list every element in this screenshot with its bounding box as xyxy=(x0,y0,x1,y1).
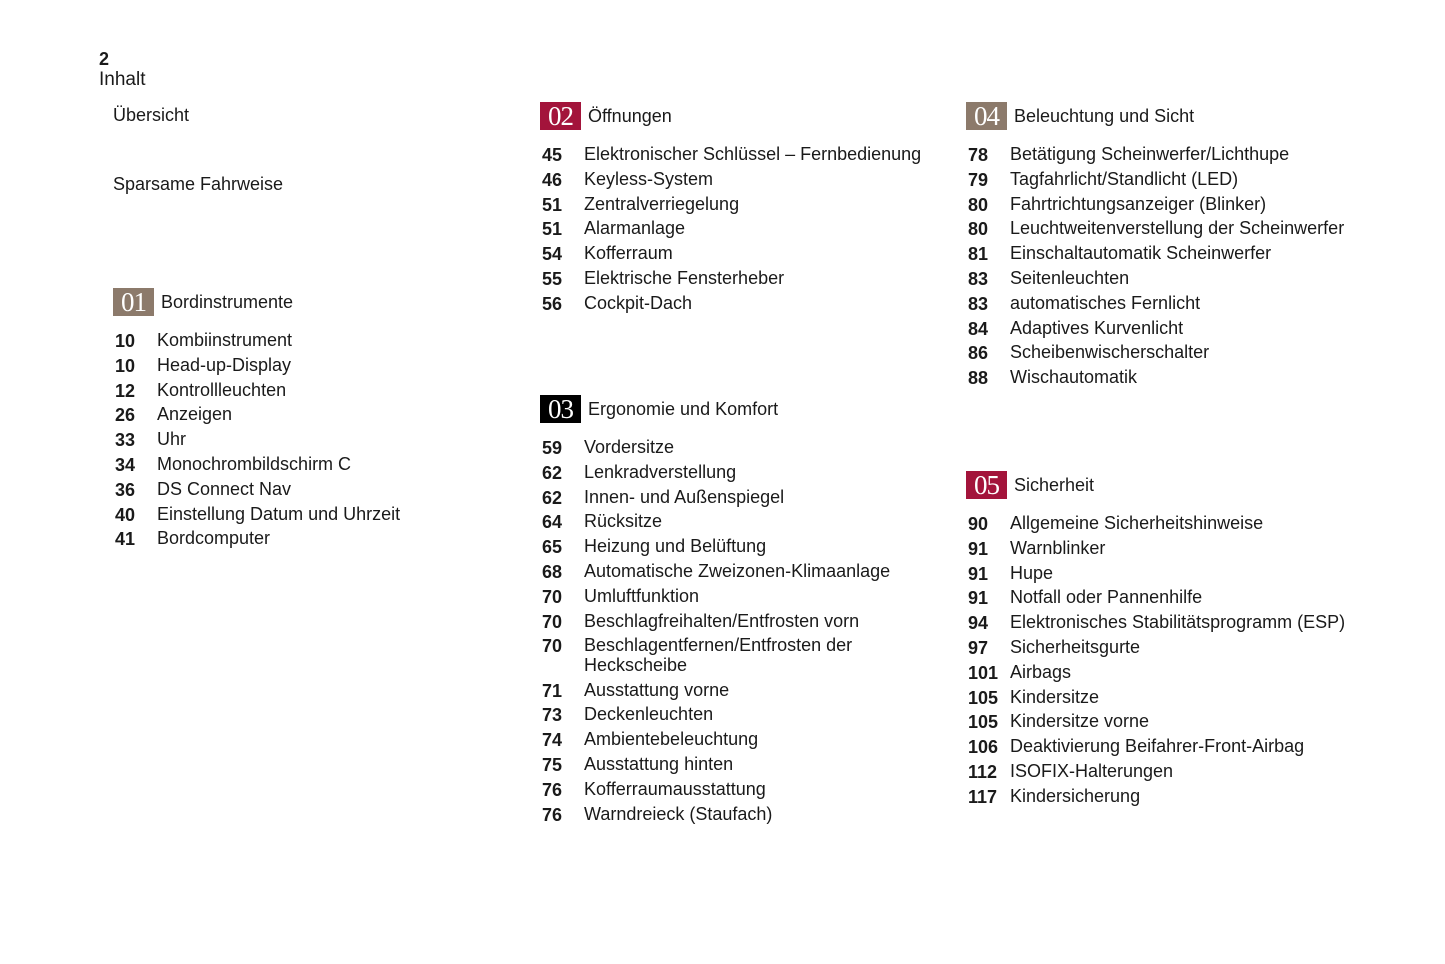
toc-entry[interactable] xyxy=(968,711,1345,732)
toc-entry-text: Kofferraumausstattung xyxy=(584,778,766,799)
toc-entry[interactable] xyxy=(542,194,921,215)
toc-entry[interactable] xyxy=(968,218,1344,239)
toc-entry[interactable] xyxy=(542,611,890,632)
toc-entry-page: 73 xyxy=(542,705,563,726)
toc-entry-text: Rücksitze xyxy=(584,511,663,532)
toc-entry[interactable] xyxy=(968,761,1345,782)
toc-entry-text: Allgemeine Sicherheitshinweise xyxy=(1010,513,1264,533)
toc-entry-page: 33 xyxy=(115,430,136,451)
toc-entry[interactable] xyxy=(542,635,890,675)
toc-link-sparsame-fahrweise[interactable]: Sparsame Fahrweise xyxy=(113,174,284,194)
toc-entry-page: 26 xyxy=(115,405,136,426)
toc-entry[interactable] xyxy=(542,144,921,165)
toc-entry-text: Kindersitze xyxy=(1010,686,1100,707)
toc-entry-page: 90 xyxy=(968,514,989,534)
toc-entry-page: 117 xyxy=(968,786,998,807)
toc-entry-page: 75 xyxy=(542,755,563,776)
toc-entry-page: 105 xyxy=(968,712,999,733)
toc-entry[interactable] xyxy=(542,268,921,289)
toc-entry-text: Elektrische Fensterheber xyxy=(584,267,785,288)
toc-link-uebersicht[interactable]: Übersicht xyxy=(113,105,190,125)
toc-entry[interactable] xyxy=(542,293,921,314)
toc-entry-list xyxy=(968,513,1345,811)
toc-entry-text: Kindersicherung xyxy=(1010,785,1141,806)
toc-entry-text: Anzeigen xyxy=(157,404,233,425)
toc-entry[interactable] xyxy=(968,637,1345,658)
toc-entry-text: Alarmanlage xyxy=(584,218,686,239)
toc-entry-page: 62 xyxy=(542,462,563,483)
toc-entry-text: automatisches Fernlicht xyxy=(1010,292,1201,313)
toc-entry-text: Wischautomatik xyxy=(1010,367,1138,388)
toc-entry-page: 101 xyxy=(968,662,999,683)
chapter-badge: 04 xyxy=(966,102,1007,130)
toc-entry-page: 45 xyxy=(542,145,563,165)
toc-entry[interactable] xyxy=(968,367,1344,388)
toc-entry-text: Cockpit-Dach xyxy=(584,292,693,313)
toc-entry-page: 105 xyxy=(968,687,999,708)
toc-entry-text: Ausstattung vorne xyxy=(584,679,730,700)
toc-entry-text: Beschlagentfernen/Entfrosten der Heckscheibe xyxy=(584,635,853,675)
toc-entry-page: 51 xyxy=(542,219,563,240)
chapter-badge: 05 xyxy=(966,471,1007,499)
toc-entry-page: 70 xyxy=(542,586,563,607)
toc-entry-text: Notfall oder Pannenhilfe xyxy=(1010,587,1203,608)
toc-entry-text: Betätigung Scheinwerfer/Lichthupe xyxy=(1010,144,1290,164)
toc-entry-page: 51 xyxy=(542,194,563,215)
toc-entry-text: Monochrombildschirm C xyxy=(157,453,352,474)
toc-entry-text: Sicherheitsgurte xyxy=(1010,636,1141,657)
toc-entry-text: Beschlagfreihalten/Entfrosten vorn xyxy=(584,610,860,631)
toc-entry-page: 83 xyxy=(968,268,989,289)
toc-entry-page: 59 xyxy=(542,438,563,458)
toc-entry-text: Automatische Zweizonen-Klimaanlage xyxy=(584,560,891,581)
toc-entry-text: Elektronisches Stabilitätsprogramm (ESP) xyxy=(1010,612,1346,633)
section-title: Sicherheit xyxy=(1014,475,1095,495)
toc-entry[interactable] xyxy=(968,144,1344,165)
toc-entry-page: 84 xyxy=(968,318,989,339)
toc-entry-text: Einschaltautomatik Scheinwerfer xyxy=(1010,243,1272,264)
toc-entry[interactable] xyxy=(542,680,890,701)
page-title: Inhalt xyxy=(99,69,146,90)
toc-entry-text: Warnblinker xyxy=(1010,537,1106,558)
toc-entry[interactable] xyxy=(968,513,1345,534)
toc-entry[interactable] xyxy=(542,536,890,557)
toc-entry[interactable] xyxy=(968,318,1344,339)
toc-entry-text: Keyless-System xyxy=(584,168,714,189)
toc-entry-page: 97 xyxy=(968,637,989,658)
toc-entry[interactable] xyxy=(115,404,400,425)
toc-entry-page: 34 xyxy=(115,454,136,475)
toc-entry[interactable] xyxy=(542,218,921,239)
toc-entry-page: 68 xyxy=(542,561,563,582)
toc-entry-text: Kontrollleuchten xyxy=(157,379,287,400)
toc-entry-page: 81 xyxy=(968,244,989,265)
toc-entry-text: Heizung und Belüftung xyxy=(584,536,767,557)
toc-entry[interactable] xyxy=(968,293,1344,314)
chapter-badge: 03 xyxy=(540,395,581,423)
toc-entry-text: Uhr xyxy=(157,429,187,450)
section-title: Ergonomie und Komfort xyxy=(588,399,779,419)
toc-entry-text: Ausstattung hinten xyxy=(584,754,734,775)
toc-entry-list xyxy=(542,144,921,318)
toc-entry[interactable] xyxy=(115,355,400,376)
toc-entry-page: 56 xyxy=(542,293,563,314)
toc-entry[interactable] xyxy=(115,330,400,351)
toc-entry-text: Deckenleuchten xyxy=(584,704,714,725)
toc-entry-page: 70 xyxy=(542,611,563,632)
toc-entry[interactable] xyxy=(542,169,921,190)
toc-entry-page: 10 xyxy=(115,331,136,351)
toc-entry[interactable] xyxy=(542,804,890,825)
toc-entry[interactable] xyxy=(115,429,400,450)
toc-entry[interactable] xyxy=(542,729,890,750)
toc-entry-text: Scheibenwischerschalter xyxy=(1010,342,1210,363)
toc-entry-text: Lenkradverstellung xyxy=(584,461,737,482)
toc-entry-page: 10 xyxy=(115,355,136,376)
toc-entry-text: Head-up-Display xyxy=(157,354,292,375)
toc-entry-page: 94 xyxy=(968,613,989,634)
toc-entry-text: Ambientebeleuchtung xyxy=(584,729,759,750)
toc-entry-page: 65 xyxy=(542,537,563,558)
toc-entry-page: 80 xyxy=(968,219,989,240)
toc-entry-page: 64 xyxy=(542,512,563,533)
toc-entry[interactable] xyxy=(115,528,400,549)
toc-entry[interactable] xyxy=(542,511,890,532)
toc-entry-text: Seitenleuchten xyxy=(1010,267,1130,288)
toc-entry[interactable] xyxy=(968,538,1345,559)
toc-entry-page: 36 xyxy=(115,479,136,500)
toc-entry-list xyxy=(542,437,890,828)
toc-entry-page: 54 xyxy=(542,244,563,265)
toc-entry-page: 46 xyxy=(542,169,563,190)
toc-entry-page: 41 xyxy=(115,529,136,550)
toc-entry-text: DS Connect Nav xyxy=(157,478,292,499)
toc-entry-text: Vordersitze xyxy=(584,437,675,457)
toc-entry-text: Tagfahrlicht/Standlicht (LED) xyxy=(1010,168,1239,189)
chapter-badge: 01 xyxy=(113,288,154,316)
toc-entry[interactable] xyxy=(542,704,890,725)
toc-entry-page: 106 xyxy=(968,737,999,758)
toc-entry[interactable] xyxy=(542,586,890,607)
toc-entry[interactable] xyxy=(968,563,1345,584)
toc-entry-list xyxy=(115,330,400,553)
toc-entry-page: 76 xyxy=(542,804,563,825)
toc-entry[interactable] xyxy=(542,561,890,582)
toc-entry[interactable] xyxy=(968,243,1344,264)
toc-entry-text: Innen- und Außenspiegel xyxy=(584,486,785,507)
toc-entry[interactable] xyxy=(968,587,1345,608)
toc-entry-text: Kombiinstrument xyxy=(157,330,293,350)
toc-entry[interactable] xyxy=(968,687,1345,708)
toc-entry[interactable] xyxy=(542,462,890,483)
toc-entry[interactable] xyxy=(542,754,890,775)
toc-entry-text: Leuchtweitenverstellung der Scheinwerfer xyxy=(1010,218,1345,239)
toc-entry[interactable] xyxy=(968,612,1345,633)
toc-entry-text: Hupe xyxy=(1010,562,1054,583)
toc-entry[interactable] xyxy=(542,779,890,800)
toc-entry-page: 91 xyxy=(968,588,989,609)
toc-entry-page: 91 xyxy=(968,538,989,559)
toc-entry-text: Fahrtrichtungsanzeiger (Blinker) xyxy=(1010,193,1267,214)
toc-entry-page: 86 xyxy=(968,343,989,364)
toc-entry-text: Einstellung Datum und Uhrzeit xyxy=(157,503,401,524)
toc-entry-text: Zentralverriegelung xyxy=(584,193,740,214)
toc-entry[interactable] xyxy=(542,243,921,264)
toc-entry-page: 76 xyxy=(542,779,563,800)
toc-entry-text: Bordcomputer xyxy=(157,528,271,549)
toc-entry[interactable] xyxy=(968,662,1345,683)
toc-entry[interactable] xyxy=(968,342,1344,363)
toc-entry-text: Adaptives Kurvenlicht xyxy=(1010,317,1184,338)
toc-entry[interactable] xyxy=(968,786,1345,807)
toc-entry[interactable] xyxy=(115,479,400,500)
toc-entry[interactable] xyxy=(968,736,1345,757)
toc-entry-text: Deaktivierung Beifahrer-Front-Airbag xyxy=(1010,736,1305,757)
toc-entry[interactable] xyxy=(115,380,400,401)
toc-entry-page: 88 xyxy=(968,368,989,389)
toc-entry-page: 80 xyxy=(968,194,989,215)
toc-entry-page: 70 xyxy=(542,636,563,657)
toc-entry-page: 112 xyxy=(968,761,998,782)
toc-entry-text: Umluftfunktion xyxy=(584,585,700,606)
toc-entry[interactable] xyxy=(542,487,890,508)
toc-entry-page: 91 xyxy=(968,563,989,584)
toc-entry[interactable] xyxy=(968,194,1344,215)
toc-entry-text: Kindersitze vorne xyxy=(1010,711,1150,732)
toc-entry[interactable] xyxy=(542,437,890,458)
toc-entry-text: Airbags xyxy=(1010,661,1072,682)
toc-entry-page: 40 xyxy=(115,504,136,525)
toc-entry-text: Elektronischer Schlüssel – Fernbedienung xyxy=(584,144,922,164)
toc-entry-text: Kofferraum xyxy=(584,243,673,264)
toc-entry-page: 71 xyxy=(542,680,563,701)
toc-entry-page: 74 xyxy=(542,730,563,751)
toc-entry[interactable] xyxy=(968,268,1344,289)
section-title: Beleuchtung und Sicht xyxy=(1014,106,1195,126)
section-title: Bordinstrumente xyxy=(161,292,294,312)
toc-entry-page: 55 xyxy=(542,268,563,289)
toc-entry-page: 62 xyxy=(542,487,563,508)
toc-entry-page: 12 xyxy=(115,380,136,401)
toc-entry-list xyxy=(968,144,1344,392)
toc-entry-page: 79 xyxy=(968,169,989,190)
page-number: 2 xyxy=(99,49,110,69)
toc-entry-page: 83 xyxy=(968,293,989,314)
toc-entry[interactable] xyxy=(968,169,1344,190)
toc-entry[interactable] xyxy=(115,504,400,525)
section-title: Öffnungen xyxy=(588,106,672,126)
toc-entry-page: 78 xyxy=(968,145,989,165)
toc-entry[interactable] xyxy=(115,454,400,475)
chapter-badge: 02 xyxy=(540,102,581,130)
toc-entry-text: Warndreieck (Staufach) xyxy=(584,803,773,824)
toc-entry-text: ISOFIX-Halterungen xyxy=(1010,760,1174,781)
